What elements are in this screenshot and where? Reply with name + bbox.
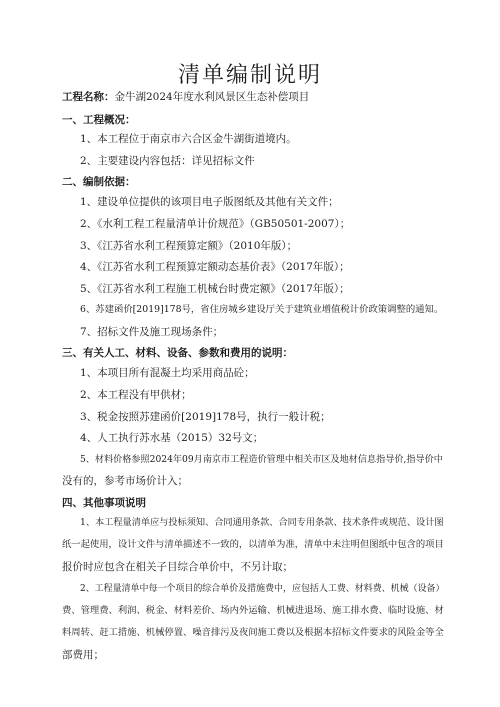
section-1-item-1: 1、本工程位于南京市六合区金牛湖街道境内。	[80, 133, 297, 145]
section-2-item-1: 1、建设单位提供的该项目电子版图纸及其他有关文件；	[80, 196, 339, 208]
section-4-para-2-line-4: 部费用；	[62, 649, 104, 661]
project-name-value: 金牛湖2024年度水利风景区生态补偿项目	[114, 91, 310, 103]
section-3-item-4: 4、人工执行苏水基（2015）32号文；	[80, 432, 264, 444]
section-2-item-7: 7、招标文件及施工现场条件；	[80, 326, 224, 338]
section-4-para-1-line-3: 报价时应包含在相关子目综合单价中，不另计取；	[62, 561, 293, 573]
section-2-item-2: 2、《水利工程工程量清单计价规范》（GB50501-2007）；	[80, 218, 351, 230]
section-heading-4: 四、其他事项说明	[62, 497, 146, 509]
section-3-item-5-line-2: 没有的，参考市场价计入；	[62, 475, 188, 487]
section-heading-2: 二、编制依据：	[62, 176, 136, 188]
section-heading-1: 一、工程概况：	[62, 114, 136, 126]
section-2-item-5: 5、《江苏省水利工程施工机械台时费定额》（2017年版）；	[80, 283, 350, 295]
section-4-para-2-line-3: 料周转、赶工措施、机械停置、噪音排污及夜间施工费以及根据本招标文件要求的风险金等全	[62, 627, 444, 638]
section-2-item-4: 4、《江苏省水利工程预算定额动态基价表》（2017年版）；	[80, 261, 350, 273]
section-4-para-1-line-2: 纸一起使用，设计文件与清单描述不一致的，以清单为准，清单中未注明但图纸中包含的项目	[62, 539, 444, 550]
project-name-label: 工程名称：	[62, 91, 115, 103]
section-4-para-2-line-1: 2、工程量清单中每一个项目的综合单价及措施费中，应包括人工费、材料费、机械（设备）	[80, 584, 445, 594]
section-3-item-5-line-1: 5、材料价格参照2024年09月南京市工程造价管理中相关市区及地材信息指导价,指导价中	[80, 455, 443, 465]
section-4-para-1-line-1: 1、本工程量清单应与投标须知、合同通用条款、合同专用条款、技术条件或规范、设计图	[80, 517, 444, 528]
section-2-item-3: 3、《江苏省水利工程预算定额》（2010年版）；	[80, 240, 298, 252]
section-1-item-2: 2、主要建设内容包括：详见招标文件	[80, 155, 255, 167]
document-title: 清单编制说明	[177, 63, 322, 88]
section-heading-3: 三、有关人工、材料、设备、参数和费用的说明：	[62, 347, 293, 359]
project-name-line	[62, 90, 309, 104]
section-3-item-2: 2、本工程没有甲供材；	[80, 389, 192, 401]
section-3-item-3: 3、税金按照苏建函价[2019]178号，执行一般计税；	[80, 411, 331, 423]
section-3-item-1: 1、本项目所有混凝土均采用商品砼；	[80, 367, 255, 379]
section-2-item-6: 6、苏建函价[2019]178号，省住房城乡建设厅关于建筑业增值税计价政策调整的通知。	[80, 304, 444, 315]
section-4-para-2-line-2: 费、管理费、利润、税金、材料差价、场内外运输、机械进退场、施工排水费、临时设施、材	[62, 605, 444, 616]
